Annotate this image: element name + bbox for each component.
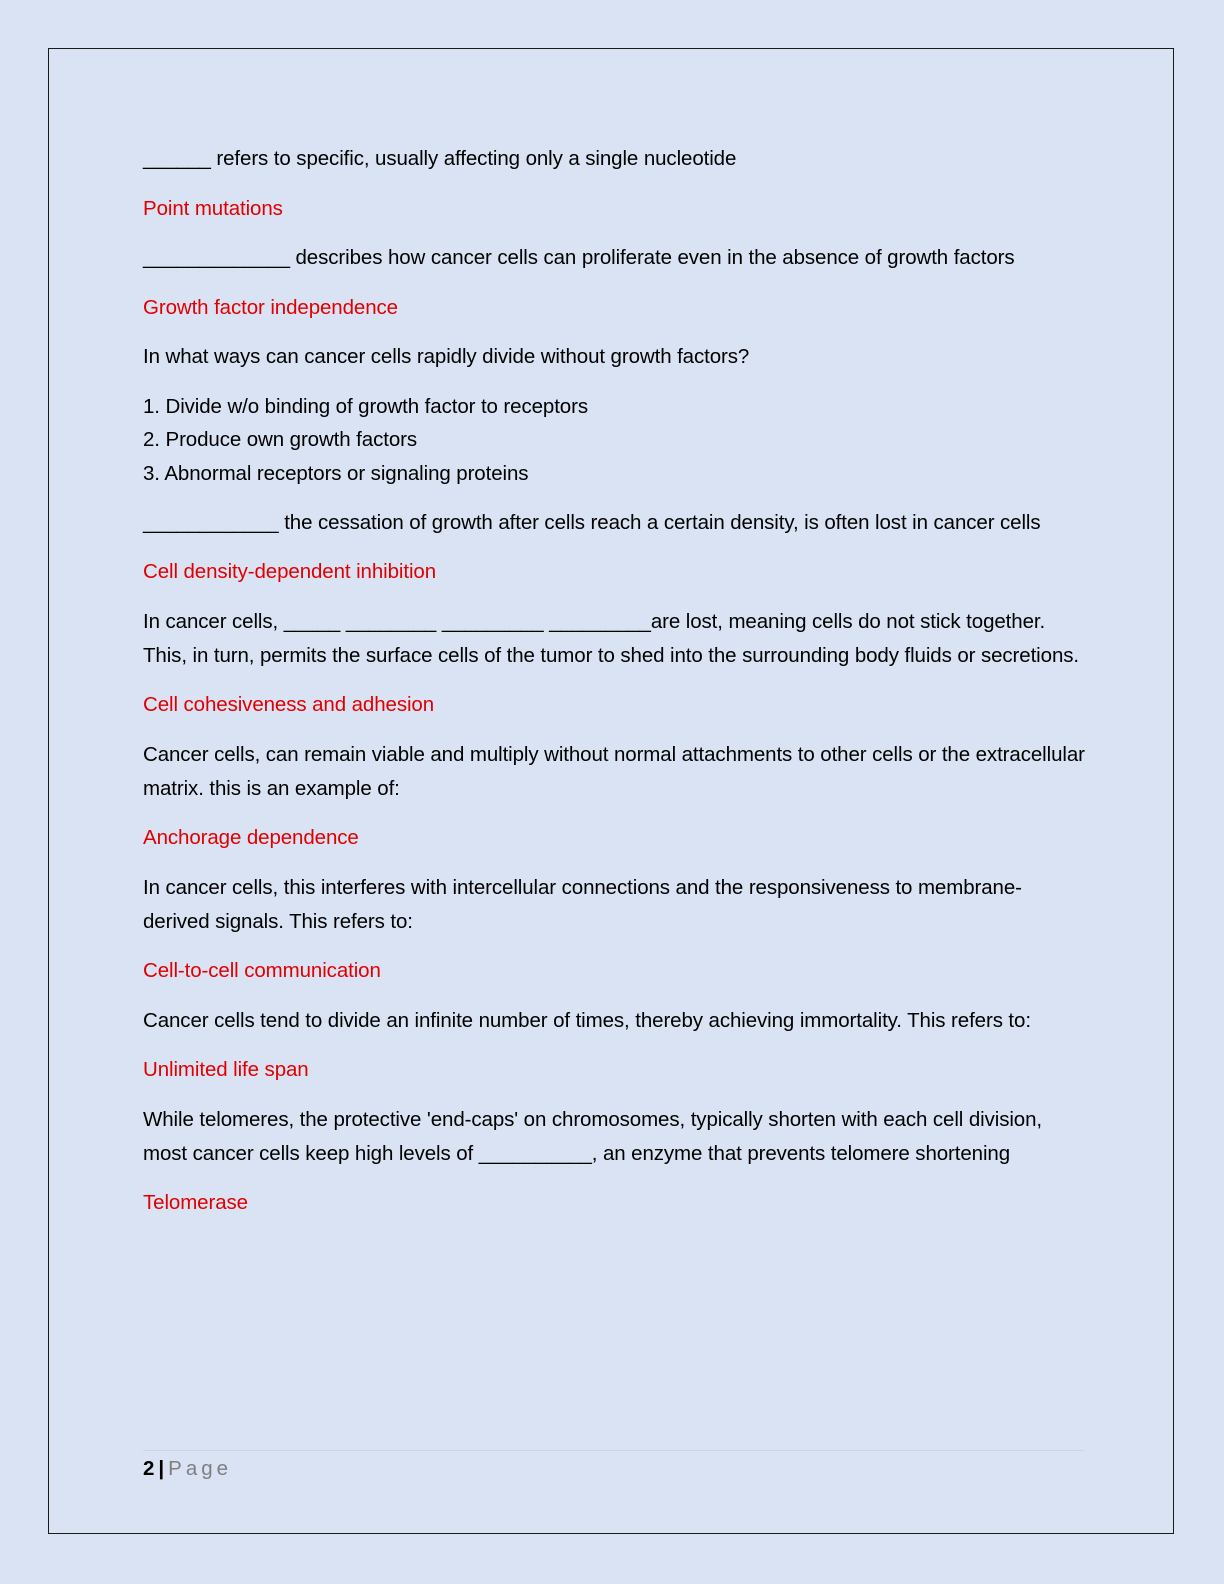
answer-density-dependent-inhibition: Cell density-dependent inhibition <box>143 560 437 583</box>
answer-point-mutations: Point mutations <box>143 196 283 220</box>
question-divide-without-growth-factors: In what ways can cancer cells rapidly divide without growth factors? <box>143 345 750 368</box>
page-number: 2 <box>143 1457 155 1480</box>
list-item: 1. Divide w/o binding of growth factor to receptors <box>143 394 588 418</box>
answer-life-span: Unlimited life span <box>143 1058 309 1081</box>
page-separator: | <box>158 1457 165 1480</box>
question-density-dependent-inhibition: ____________ the cessation of growth after cells reach a certain density, is often lost in cancer cells <box>143 510 1041 534</box>
answer-cohesiveness-adhesion: Cell cohesiveness and adhesion <box>143 693 435 716</box>
question-cell-communication: In cancer cells, this interferes with intercellular connections and the responsiveness to membrane-derived signals. This refers to: <box>143 875 1022 933</box>
answer-cell-communication: Cell-to-cell communication <box>143 959 381 982</box>
question-point-mutations: ______ refers to specific, usually affecting only a single nucleotide <box>143 147 737 170</box>
question-anchorage: Cancer cells, can remain viable and multiply without normal attachments to other cells or the extracellular matrix. this is an example of: <box>143 742 1085 800</box>
document-body <box>143 142 1088 1236</box>
question-cohesiveness-adhesion: In cancer cells, _____ ________ _________ _________are lost, meaning cells do not stick together. This, in turn, permits the surface cells of the tumor to shed into the surrounding body fluids or secretions. <box>143 609 1079 667</box>
list-item: 2. Produce own growth factors <box>143 428 417 451</box>
question-growth-factor-independence: _____________ describes how cancer cells can proliferate even in the absence of growth factors <box>143 246 1015 269</box>
question-telomerase: While telomeres, the protective 'end-caps' on chromosomes, typically shorten with each cell division, most cancer cells keep high levels of __________, an enzyme that prevents telomere shortening <box>143 1107 1042 1165</box>
growth-factor-ways-list <box>143 390 1088 491</box>
answer-anchorage: Anchorage dependence <box>143 826 359 849</box>
footer-divider <box>143 1450 1085 1451</box>
page-label: Page <box>168 1457 233 1480</box>
answer-telomerase: Telomerase <box>143 1191 248 1214</box>
question-life-span: Cancer cells tend to divide an infinite number of times, thereby achieving immortality. This refers to: <box>143 1008 1031 1032</box>
list-item: 3. Abnormal receptors or signaling proteins <box>143 461 529 485</box>
page-footer <box>143 1454 232 1484</box>
answer-growth-factor-independence: Growth factor independence <box>143 295 398 319</box>
